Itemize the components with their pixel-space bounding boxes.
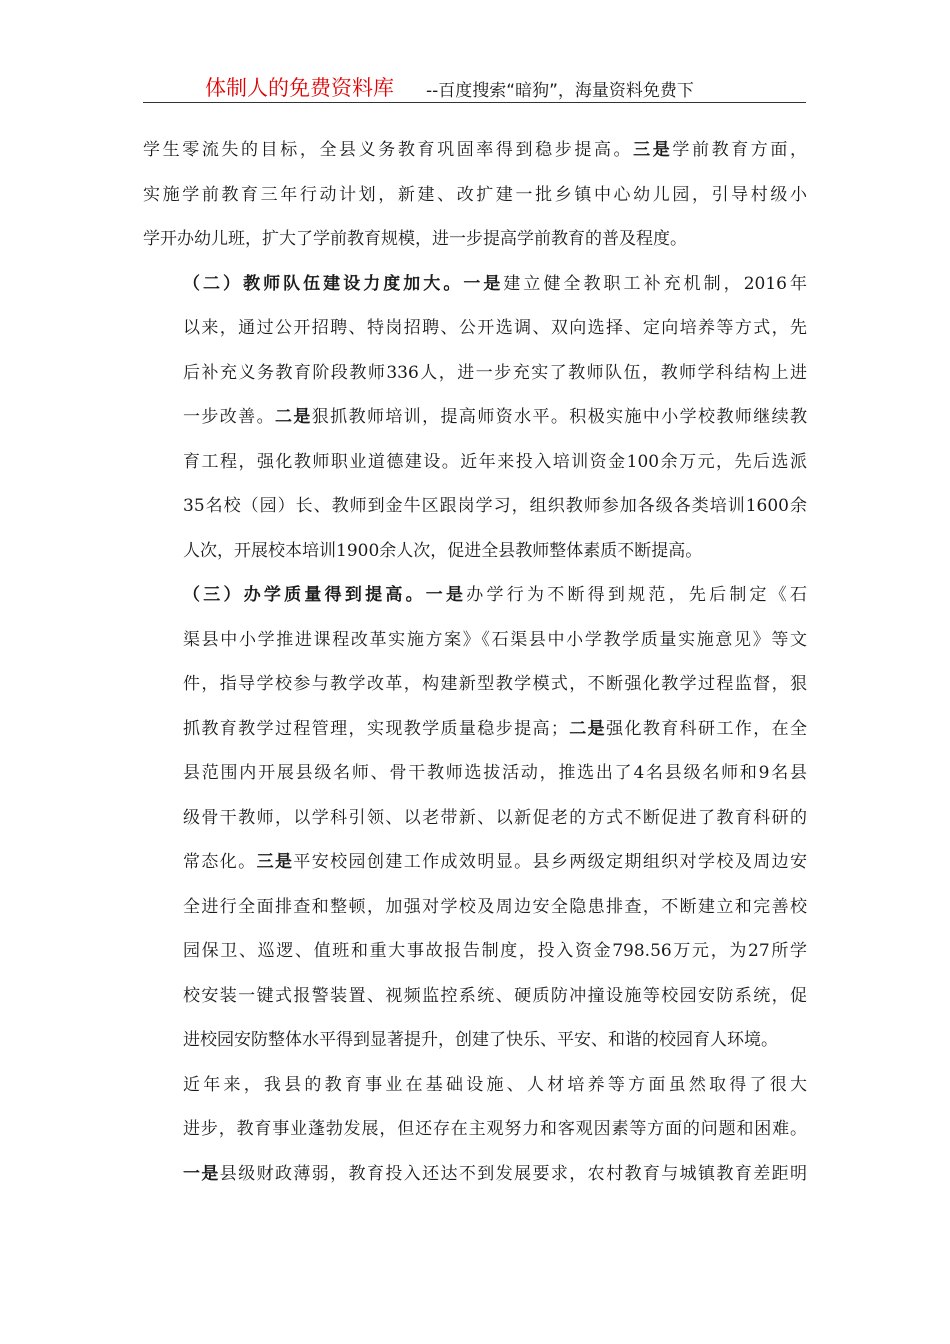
text-line <box>143 885 807 930</box>
text-line <box>143 662 807 707</box>
text-line <box>143 840 807 885</box>
text-run: 进步，教育事业蓬勃发展，但还存在主观努力和客观因素等方面的问题和困难。 <box>183 1119 807 1139</box>
text-run: 育工程，强化教师职业道德建设。近年来投入培训资金100余万元，先后选派 <box>183 451 807 472</box>
text-run: 学前教育方面， <box>672 140 808 160</box>
bold-run: （三）办学质量得到提高。一是 <box>183 585 467 605</box>
text-line <box>143 306 807 351</box>
text-run: 实施学前教育三年行动计划，新建、改扩建一批乡镇中心幼儿园，引导村级小 <box>143 184 807 205</box>
text-line <box>143 929 807 974</box>
text-run: 近年来，我县的教育事业在基础设施、人材培养等方面虽然取得了很大 <box>183 1074 807 1095</box>
text-run: 一步改善。 <box>183 407 275 427</box>
page-header <box>143 70 806 103</box>
paragraph-3 <box>143 573 807 1063</box>
text-line <box>143 440 807 485</box>
bold-run: 二是 <box>274 407 312 427</box>
text-line <box>143 128 807 173</box>
bold-run: 三是 <box>256 852 294 872</box>
paragraph-4 <box>143 1063 807 1197</box>
text-run: 平安校园创建工作成效明显。县乡两级定期组织对学校及周边安 <box>293 852 808 872</box>
text-line <box>143 1107 807 1152</box>
header-title-red: 体制人的免费资料库 <box>205 76 394 100</box>
text-run: 学开办幼儿班，扩大了学前教育规模，进一步提高学前教育的普及程度。 <box>143 229 687 249</box>
text-line <box>143 573 807 618</box>
text-run: 建立健全教职工补充机制，2016年 <box>503 273 807 294</box>
text-run: 园保卫、巡逻、值班和重大事故报告制度，投入资金798.56万元，为27所学 <box>183 941 807 961</box>
text-run: 件，指导学校参与教学改革，构建新型教学模式，不断强化教学过程监督，狠 <box>183 674 807 694</box>
paragraph-1 <box>143 128 807 262</box>
text-run: 学生零流失的目标，全县义务教育巩固率得到稳步提高。 <box>143 140 634 160</box>
document-body <box>143 128 807 1196</box>
text-line <box>143 974 807 1019</box>
text-line <box>143 1063 807 1108</box>
text-line <box>143 1152 807 1197</box>
text-line <box>143 618 807 663</box>
text-run: 全进行全面排查和整顿，加强对学校及周边安全隐患排查，不断建立和完善校 <box>183 896 807 917</box>
text-line <box>143 217 807 262</box>
bold-run: （二）教师队伍建设力度加大。一是 <box>183 273 504 294</box>
header-title-rest: --百度搜索“暗狗”，海量资料免费下 <box>426 81 694 101</box>
text-run: 校安装一键式报警装置、视频监控系统、硬质防冲撞设施等校园安防系统，促 <box>183 985 807 1006</box>
text-line <box>143 351 807 396</box>
text-run: 强化教育科研工作，在全 <box>606 718 808 739</box>
text-line <box>143 1018 807 1063</box>
text-run: 以来，通过公开招聘、特岗招聘、公开选调、双向选择、定向培养等方式，先 <box>183 318 807 338</box>
text-run: 35名校（园）长、教师到金牛区跟岗学习，组织教师参加各级各类培训1600余 <box>183 496 807 516</box>
text-run: 县级财政薄弱，教育投入还达不到发展要求，农村教育与城镇教育差距明 <box>219 1163 808 1184</box>
text-run: 抓教育教学过程管理，实现教学质量稳步提高； <box>183 718 568 739</box>
text-run: 狠抓教师培训，提高师资水平。积极实施中小学校教师继续教 <box>311 407 808 427</box>
text-line <box>143 173 807 218</box>
text-line <box>143 796 807 841</box>
text-run: 常态化。 <box>183 852 257 872</box>
text-line <box>143 707 807 752</box>
text-run: 级骨干教师，以学科引领、以老带新、以新促老的方式不断促进了教育科研的 <box>183 807 807 828</box>
text-run: 办学行为不断得到规范，先后制定《石 <box>466 585 808 605</box>
text-line <box>143 751 807 796</box>
text-line <box>143 262 807 307</box>
text-line <box>143 529 807 574</box>
bold-run: 三是 <box>633 140 673 160</box>
text-run: 后补充义务教育阶段教师336人，进一步充实了教师队伍，教师学科结构上进 <box>183 362 807 383</box>
text-run: 进校园安防整体水平得到显著提升，创建了快乐、平安、和谐的校园育人环境。 <box>183 1030 778 1050</box>
bold-run: 一是 <box>183 1163 220 1184</box>
text-run: 人次，开展校本培训1900余人次，促进全县教师整体素质不断提高。 <box>183 540 703 561</box>
paragraph-2 <box>143 262 807 574</box>
text-line <box>143 484 807 529</box>
text-run: 渠县中小学推进课程改革实施方案》《石渠县中小学教学质量实施意见》等文 <box>183 629 807 650</box>
text-line <box>143 395 807 440</box>
text-run: 县范围内开展县级名师、骨干教师选拔活动，推选出了4名县级名师和9名县 <box>183 763 807 783</box>
bold-run: 二是 <box>567 718 607 739</box>
